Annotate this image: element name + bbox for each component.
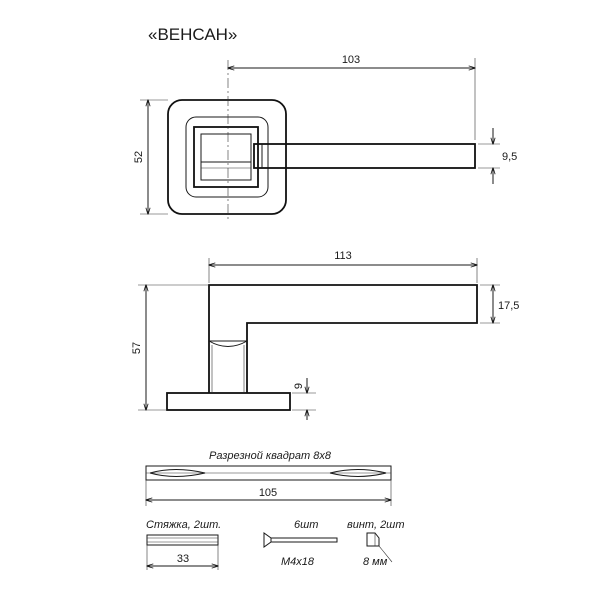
screw-size: 8 мм	[363, 556, 388, 568]
tie-caption: Стяжка, 2шт.	[146, 519, 222, 531]
side-view	[131, 250, 519, 420]
dim-side-height: 57	[131, 341, 143, 355]
model-title: «ВЕНСАН»	[148, 25, 238, 44]
spindle-caption: Разрезной квадрат 8х8	[209, 450, 331, 462]
dim-lever-height: 17,5	[498, 300, 520, 312]
bolt-size: М4х18	[281, 556, 315, 568]
bolt-head	[264, 533, 271, 547]
side-lever	[209, 285, 477, 393]
dim-spindle-length: 105	[258, 487, 278, 499]
bolt-quantity: 6шт	[294, 519, 319, 531]
dim-side-length: 113	[334, 250, 352, 262]
side-rosette	[167, 393, 290, 410]
spindle-part	[146, 450, 391, 506]
tie-part	[146, 519, 221, 570]
dim-tie-length: 33	[176, 553, 190, 565]
bolt-part	[264, 519, 337, 568]
tie-rod	[147, 535, 218, 545]
dim-top-length: 103	[341, 54, 361, 66]
lever-top	[254, 144, 475, 168]
bolt-shaft	[271, 538, 337, 542]
rosette-inner	[186, 117, 268, 197]
screw-caption: винт, 2шт	[347, 519, 405, 531]
handle-base-inner	[201, 134, 251, 180]
screw-icon	[367, 533, 379, 546]
dim-rosette-height: 9	[293, 382, 305, 390]
screw-part	[347, 519, 404, 568]
handle-base-square	[194, 127, 258, 187]
dim-top-height: 52	[133, 150, 145, 164]
top-view	[133, 54, 517, 222]
dim-lever-thickness: 9,5	[502, 151, 518, 163]
